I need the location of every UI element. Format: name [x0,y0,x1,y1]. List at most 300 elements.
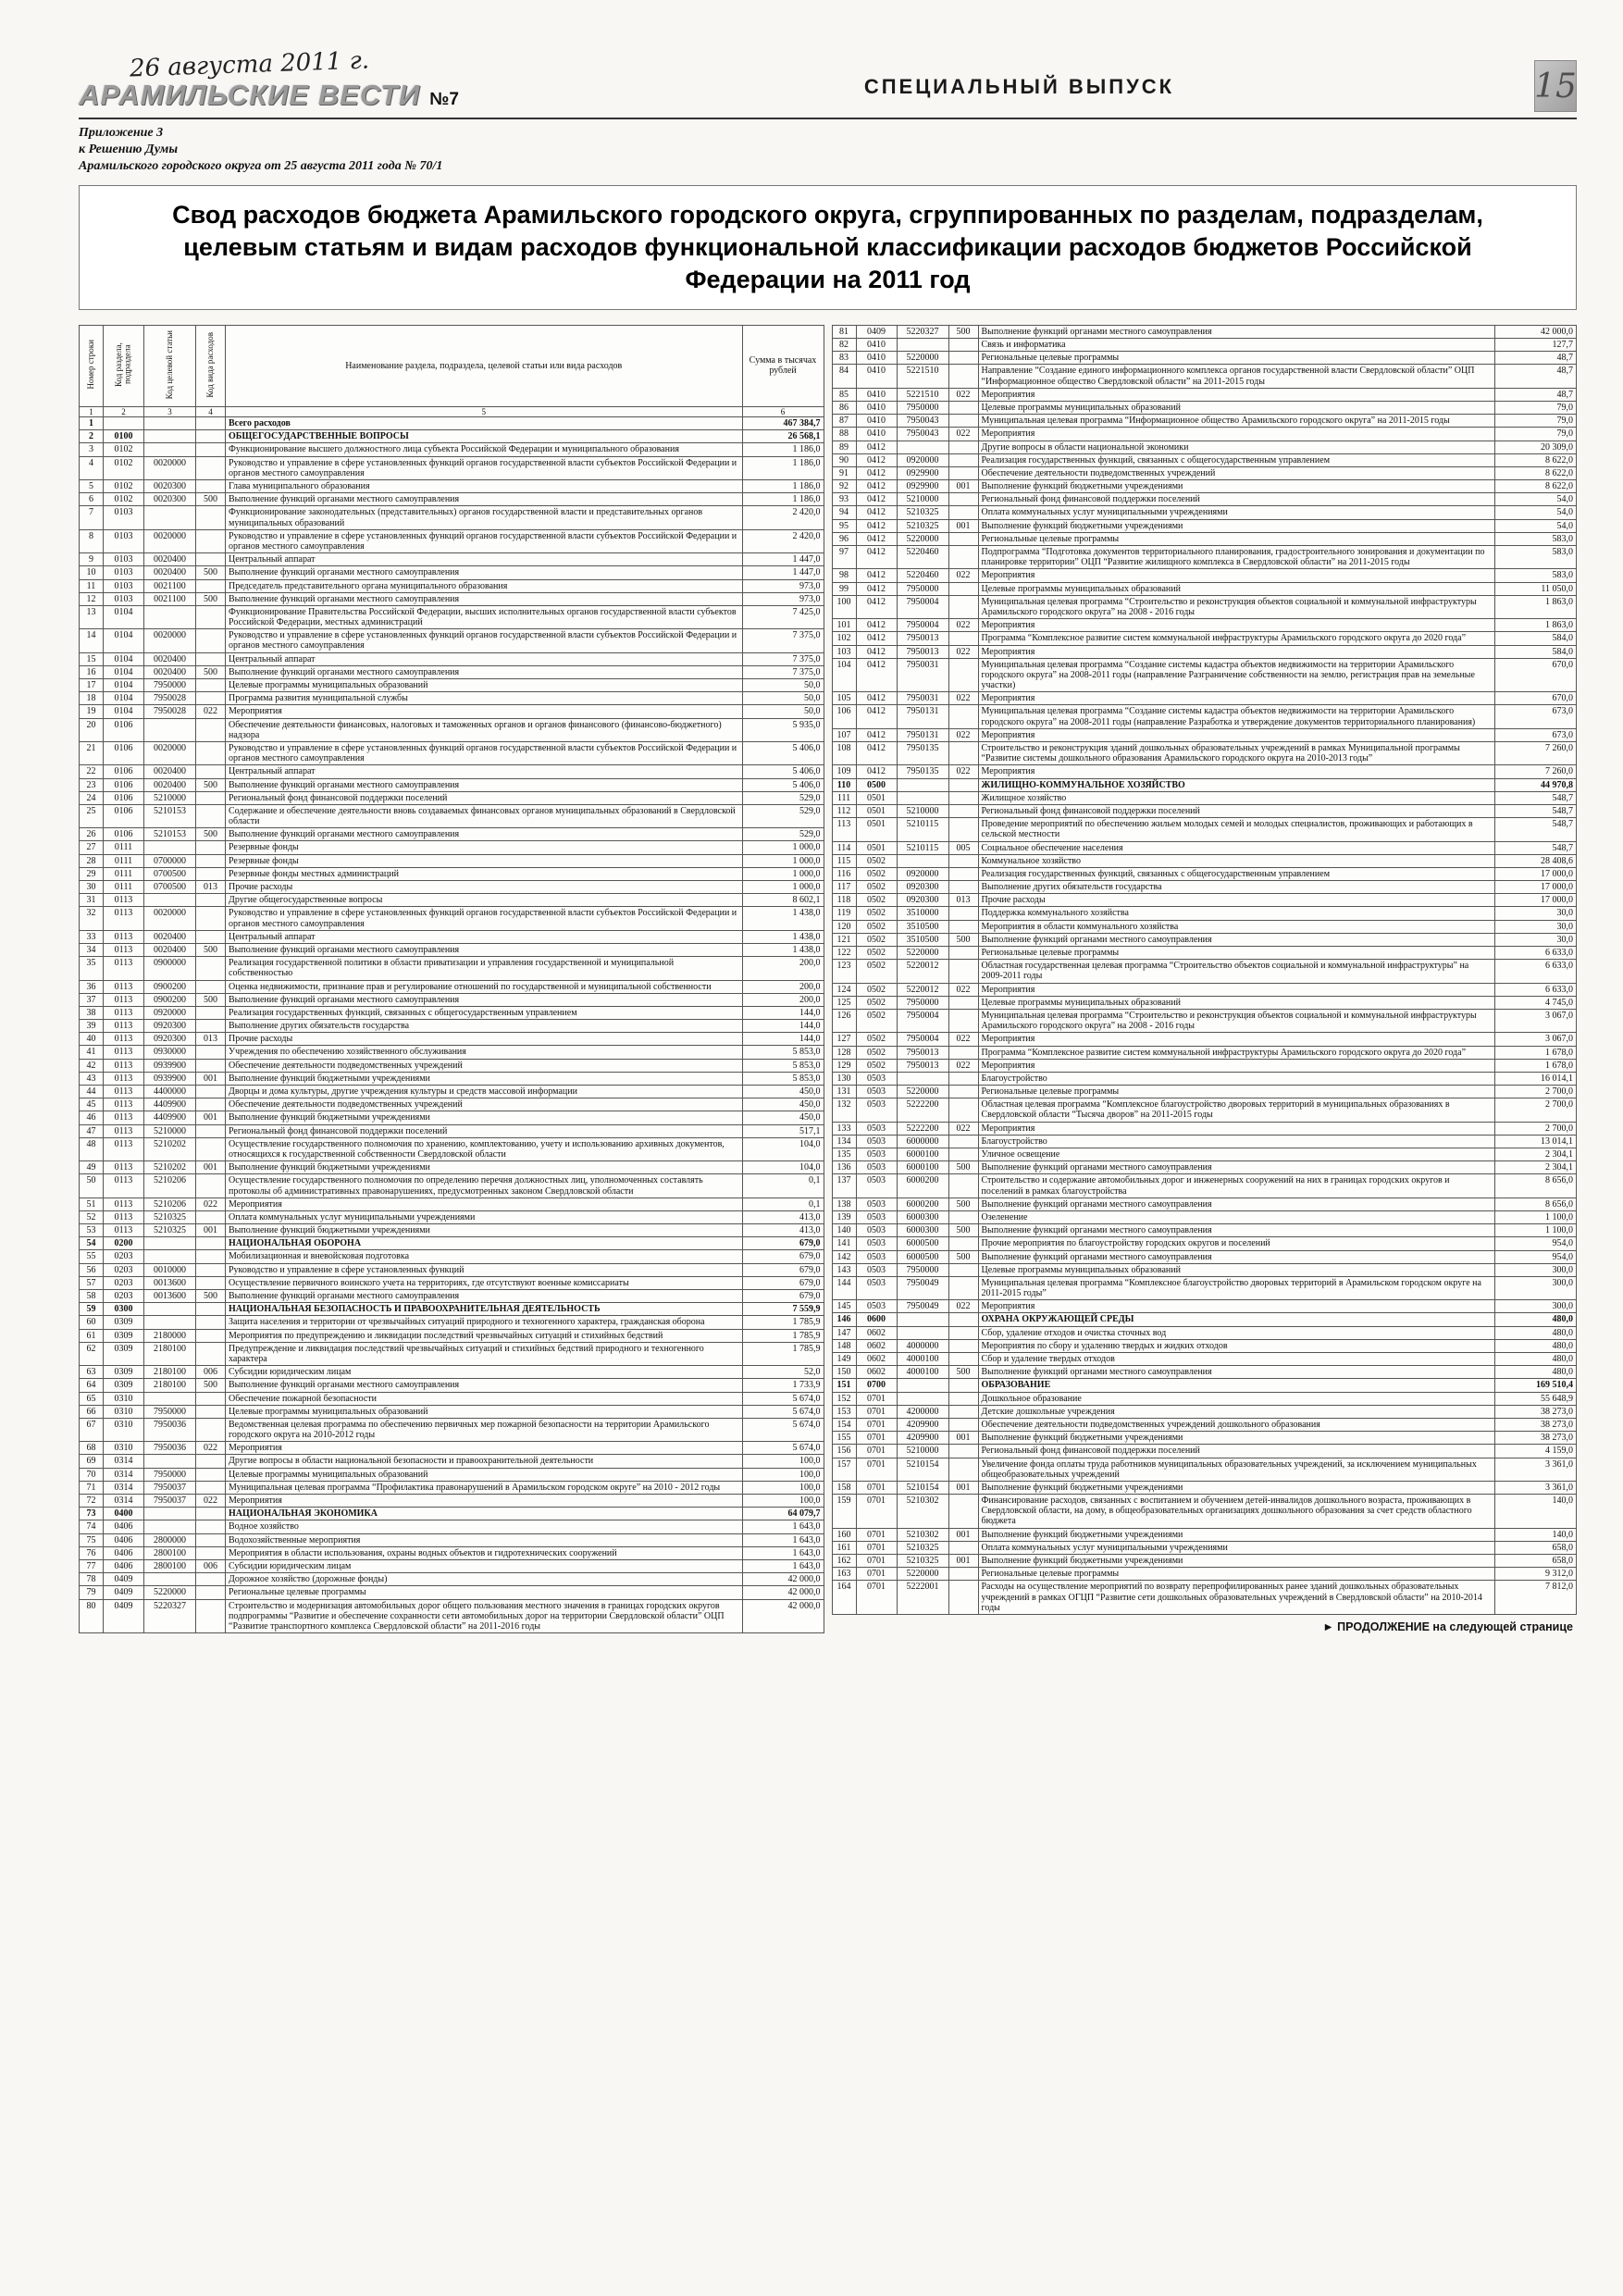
expense-type-code: 001 [948,1555,978,1568]
expense-type-code [948,1445,978,1458]
target-article-code: 5210325 [897,1555,948,1568]
table-row [80,894,824,907]
expense-type-code [196,1137,226,1160]
expense-name: Выполнение функций органами местного самоуправления [978,933,1495,946]
expense-name: Расходы на осуществление мероприятий по возврату перепрофилированных ранее зданий дошкольных образовательных учреждений в рамках ОГЦП “Развитие сети дошкольных образовательных учреждений в Свердловской области” на 2010-2014 годы [978,1581,1495,1615]
target-article-code [897,1313,948,1326]
amount: 50,0 [742,679,824,692]
expense-type-code [196,1468,226,1481]
table-row [80,943,824,956]
expense-type-code: 022 [948,1033,978,1046]
target-article-code: 5210000 [897,804,948,817]
table-row [832,1059,1577,1072]
amount: 100,0 [742,1455,824,1468]
target-article-code: 6000500 [897,1237,948,1250]
section-code: 0113 [104,1059,144,1072]
amount: 38 273,0 [1495,1405,1577,1418]
expense-type-code [948,1135,978,1148]
table-row [832,645,1577,658]
expense-name: Выполнение функций бюджетными учреждениями [978,1528,1495,1541]
target-article-code [144,1508,196,1520]
amount: 670,0 [1495,658,1577,692]
newspaper-header [79,46,1577,119]
table-row [80,1224,824,1237]
expense-name: Мероприятия [978,983,1495,996]
amount: 670,0 [1495,692,1577,705]
row-number: 76 [80,1546,104,1559]
target-article-code: 0929900 [897,466,948,479]
expense-name: Субсидии юридическим лицам [226,1559,743,1572]
expense-type-code [196,529,226,552]
expense-type-code [196,1276,226,1289]
section-code: 0503 [856,1086,897,1098]
target-article-code: 5220012 [897,960,948,983]
table-row [832,804,1577,817]
target-article-code: 0020000 [144,456,196,479]
section-code: 0502 [856,920,897,933]
document-title: Свод расходов бюджета Арамильского городского округа, сгруппированных по разделам, подразделам, целевым статьям и видам расходов функциональной классификации расходов бюджетов Российской Федерации на 2011 год [172,200,1483,293]
expense-name: Руководство и управление в сфере установленных функций органов государственной власти субъектов Российской Федерации и органов местного самоуправления [226,741,743,764]
expense-type-code: 022 [948,1122,978,1135]
expense-type-code [196,841,226,854]
table-row [80,841,824,854]
table-row [832,453,1577,466]
amount: 480,0 [1495,1339,1577,1352]
section-code: 0203 [104,1263,144,1276]
target-article-code: 7950043 [897,428,948,441]
section-code: 0502 [856,1009,897,1032]
amount: 3 361,0 [1495,1481,1577,1494]
table-row [832,894,1577,907]
amount: 42 000,0 [742,1599,824,1633]
expense-type-code: 022 [948,569,978,582]
expense-name: Региональный фонд финансовой поддержки поселений [978,493,1495,506]
expense-name: Учреждения по обеспечению хозяйственного обслуживания [226,1046,743,1059]
expense-type-code [948,1046,978,1059]
target-article-code: 0020400 [144,553,196,566]
amount: 2 700,0 [1495,1086,1577,1098]
section-code: 0412 [856,582,897,595]
section-code: 0701 [856,1405,897,1418]
amount: 9 312,0 [1495,1568,1577,1581]
target-article-code: 5221510 [897,388,948,401]
section-code: 0106 [104,718,144,741]
section-code: 0310 [104,1405,144,1418]
row-number: 105 [832,692,856,705]
target-article-code: 0920300 [897,881,948,894]
table-row [80,1520,824,1533]
expense-name: Выполнение функций органами местного самоуправления [226,566,743,579]
target-article-code: 7950000 [897,996,948,1009]
expense-name: Руководство и управление в сфере установленных функций органов государственной власти субъектов Российской Федерации и органов местного самоуправления [226,456,743,479]
row-number: 9 [80,553,104,566]
section-code: 0200 [104,1237,144,1250]
expense-type-code [196,1237,226,1250]
amount: 1 678,0 [1495,1059,1577,1072]
target-article-code: 0020300 [144,493,196,506]
section-code: 0503 [856,1276,897,1299]
target-article-code [144,894,196,907]
row-number: 38 [80,1006,104,1019]
row-number: 5 [80,480,104,493]
expense-type-code [948,947,978,960]
expense-name: Региональный фонд финансовой поддержки поселений [978,804,1495,817]
section-code: 0113 [104,980,144,993]
target-article-code: 4000000 [897,1339,948,1352]
table-row [832,907,1577,920]
expense-name: Целевые программы муниципальных образований [226,1405,743,1418]
section-code: 0412 [856,519,897,532]
expense-name: Региональные целевые программы [978,532,1495,545]
expense-name: ЖИЛИЩНО-КОММУНАЛЬНОЕ ХОЗЯЙСТВО [978,778,1495,791]
header-target-article-code: Код целевой статьи [144,325,196,406]
table-row [832,415,1577,428]
expense-name: Выполнение функций органами местного самоуправления [226,1290,743,1303]
amount: 480,0 [1495,1366,1577,1379]
table-row [832,920,1577,933]
table-row [832,818,1577,841]
target-article-code: 0020400 [144,930,196,943]
expense-name: Мероприятия [978,765,1495,778]
row-number: 156 [832,1445,856,1458]
table-row [80,765,824,778]
expense-name: Оплата коммунальных услуг муниципальными учреждениями [978,506,1495,519]
row-number: 55 [80,1250,104,1263]
table-row [80,1020,824,1033]
section-code: 0103 [104,566,144,579]
expense-type-code: 006 [196,1366,226,1379]
target-article-code: 5210206 [144,1198,196,1210]
table-row [80,480,824,493]
row-number: 65 [80,1392,104,1405]
section-code: 0104 [104,629,144,652]
row-number: 15 [80,652,104,665]
expense-type-code [948,1313,978,1326]
amount: 17 000,0 [1495,881,1577,894]
table-row [80,741,824,764]
expense-type-code [196,1329,226,1342]
issue-number: №7 [429,90,459,109]
target-article-code: 0020000 [144,907,196,930]
expense-type-code: 500 [196,566,226,579]
appendix-line-3: Арамильского городского округа от 25 августа 2011 года № 70/1 [79,159,443,174]
table-row [832,1174,1577,1198]
target-article-code: 7950004 [897,619,948,632]
expense-type-code [948,1495,978,1529]
row-number: 109 [832,765,856,778]
row-number: 73 [80,1508,104,1520]
amount: 48,7 [1495,388,1577,401]
target-article-code: 4000100 [897,1353,948,1366]
amount: 954,0 [1495,1237,1577,1250]
target-article-code: 2180100 [144,1379,196,1392]
amount: 50,0 [742,705,824,718]
table-row [832,569,1577,582]
target-article-code [144,443,196,456]
row-number: 29 [80,867,104,880]
expense-type-code: 001 [948,1432,978,1445]
table-row [832,1405,1577,1418]
expense-type-code [196,456,226,479]
row-number: 138 [832,1198,856,1210]
row-number: 127 [832,1033,856,1046]
expense-name: Другие вопросы в области национальной безопасности и правоохранительной деятельности [226,1455,743,1468]
amount: 679,0 [742,1290,824,1303]
expense-type-code [948,1210,978,1223]
section-code: 0314 [104,1455,144,1468]
row-number: 151 [832,1379,856,1392]
row-number: 149 [832,1353,856,1366]
section-code: 0503 [856,1161,897,1174]
amount: 104,0 [742,1137,824,1160]
left-column [79,325,824,1633]
table-row [80,665,824,678]
expense-name: Увеличение фонда оплаты труда работников муниципальных образовательных учреждений, за исключением муниципальных общеобразовательных учреждений [978,1458,1495,1481]
row-number: 46 [80,1111,104,1124]
target-article-code: 0920300 [144,1020,196,1033]
row-number: 70 [80,1468,104,1481]
expense-name: Водное хозяйство [226,1520,743,1533]
row-number: 51 [80,1198,104,1210]
section-code: 0503 [856,1198,897,1210]
target-article-code [897,1392,948,1405]
row-number: 79 [80,1586,104,1599]
section-code: 0113 [104,1224,144,1237]
expense-name: Выполнение функций органами местного самоуправления [226,592,743,605]
expense-type-code: 022 [196,705,226,718]
table-row [80,566,824,579]
amount: 480,0 [1495,1326,1577,1339]
row-number: 155 [832,1432,856,1445]
table-row [832,546,1577,569]
expense-name: Выполнение функций бюджетными учреждениями [226,1072,743,1085]
expense-name: Мероприятия [226,1198,743,1210]
masthead-block [79,46,504,112]
amount: 6 633,0 [1495,960,1577,983]
section-code: 0503 [856,1098,897,1122]
expense-name: Реализация государственных функций, связанных с общегосударственным управлением [226,1006,743,1019]
expense-name: Программа “Комплексное развитие систем коммунальной инфраструктуры Арамильского городского округа до 2020 года” [978,1046,1495,1059]
amount: 79,0 [1495,415,1577,428]
expense-type-code [948,582,978,595]
row-number: 59 [80,1303,104,1316]
expense-name: Оплата коммунальных услуг муниципальными учреждениями [978,1541,1495,1554]
table-row [80,980,824,993]
expense-type-code: 022 [196,1442,226,1455]
section-code: 0412 [856,480,897,493]
section-code: 0103 [104,529,144,552]
expense-type-code [196,854,226,867]
amount: 100,0 [742,1481,824,1494]
expense-name: Региональные целевые программы [226,1586,743,1599]
target-article-code: 5210000 [897,493,948,506]
table-row [832,705,1577,728]
section-code: 0602 [856,1326,897,1339]
amount: 450,0 [742,1111,824,1124]
row-number: 12 [80,592,104,605]
section-code: 0103 [104,506,144,529]
expense-name: Резервные фонды местных администраций [226,867,743,880]
table-row [832,854,1577,867]
expense-name: Руководство и управление в сфере установленных функций органов государственной власти субъектов Российской Федерации и органов местного самоуправления [226,629,743,652]
table-row [80,1455,824,1468]
expense-type-code [948,466,978,479]
table-row [80,881,824,894]
section-code: 0410 [856,415,897,428]
row-number: 104 [832,658,856,692]
appendix-reference [79,125,1577,176]
expense-name: Благоустройство [978,1072,1495,1085]
section-code: 0104 [104,705,144,718]
amount: 1 785,9 [742,1342,824,1365]
row-number: 117 [832,881,856,894]
expense-name: Осуществление государственного полномочия по определению перечня должностных лиц, уполномоченных составлять протоколы об административных правонарушениях, предусмотренных законом Свердловской области [226,1174,743,1198]
expense-type-code [196,605,226,628]
expense-type-code [196,1020,226,1033]
section-code: 0111 [104,841,144,854]
row-number: 4 [80,456,104,479]
target-article-code [144,718,196,741]
expense-type-code: 001 [948,480,978,493]
table-row [832,401,1577,414]
row-number: 164 [832,1581,856,1615]
target-article-code: 0929900 [897,480,948,493]
expense-type-code: 500 [196,943,226,956]
expense-type-code [948,920,978,933]
expense-name: Функционирование законодательных (представительных) органов государственной власти и представительных органов муниципальных образований [226,506,743,529]
table-row [80,592,824,605]
page-number-box [1534,60,1577,112]
table-row [832,388,1577,401]
expense-name: НАЦИОНАЛЬНАЯ ЭКОНОМИКА [226,1508,743,1520]
expense-type-code [948,791,978,804]
table-row [80,1508,824,1520]
continuation-notice: ► ПРОДОЛЖЕНИЕ на следующей странице [1322,1620,1573,1633]
table-row [832,428,1577,441]
row-number: 152 [832,1392,856,1405]
row-number: 18 [80,692,104,705]
section-code: 0100 [104,430,144,443]
row-number: 92 [832,480,856,493]
expense-name: Дошкольное образование [978,1392,1495,1405]
target-article-code: 7950000 [897,401,948,414]
expense-type-code [196,1455,226,1468]
amount: 1 186,0 [742,443,824,456]
section-code: 0400 [104,1508,144,1520]
expense-name: Сбор, удаление отходов и очистка сточных вод [978,1326,1495,1339]
row-number: 147 [832,1326,856,1339]
header-row-number: Номер строки [80,325,104,406]
expense-name: Прочие расходы [978,894,1495,907]
amount: 1 447,0 [742,553,824,566]
target-article-code: 5220012 [897,983,948,996]
row-number: 78 [80,1573,104,1586]
amount: 658,0 [1495,1555,1577,1568]
table-row [80,652,824,665]
expense-name: Центральный аппарат [226,553,743,566]
row-number: 115 [832,854,856,867]
table-row [80,1046,824,1059]
expense-type-code [948,867,978,880]
target-article-code: 0020400 [144,778,196,791]
target-article-code: 5210325 [897,1541,948,1554]
index-cell: 5 [226,407,743,417]
target-article-code: 0900200 [144,980,196,993]
amount: 6 633,0 [1495,947,1577,960]
row-number: 52 [80,1210,104,1223]
section-code: 0104 [104,665,144,678]
expense-type-code [196,1210,226,1223]
amount: 127,7 [1495,339,1577,352]
expense-type-code: 013 [196,1033,226,1046]
table-row [832,1568,1577,1581]
table-row [80,1559,824,1572]
expense-type-code [196,480,226,493]
target-article-code: 7950049 [897,1300,948,1313]
target-article-code: 0010000 [144,1263,196,1276]
target-article-code [897,854,948,867]
expense-name: Мероприятия [978,1122,1495,1135]
row-number: 101 [832,619,856,632]
section-code: 0503 [856,1072,897,1085]
target-article-code: 5210325 [144,1210,196,1223]
expense-name: Коммунальное хозяйство [978,854,1495,867]
row-number: 42 [80,1059,104,1072]
expense-name: Прочие расходы [226,1033,743,1046]
expense-name: Резервные фонды [226,854,743,867]
target-article-code [144,1392,196,1405]
amount: 480,0 [1495,1313,1577,1326]
section-code: 0412 [856,569,897,582]
table-row [832,532,1577,545]
target-article-code: 5221510 [897,365,948,388]
amount: 7 260,0 [1495,765,1577,778]
amount: 8 622,0 [1495,466,1577,479]
amount: 1 785,9 [742,1329,824,1342]
target-article-code: 0020000 [144,741,196,764]
section-code: 0502 [856,1033,897,1046]
expense-type-code [196,1098,226,1111]
section-code: 0102 [104,443,144,456]
target-article-code [897,1379,948,1392]
table-row [832,1528,1577,1541]
expense-name: Выполнение функций бюджетными учреждениями [978,1481,1495,1494]
amount: 144,0 [742,1033,824,1046]
expense-type-code: 001 [196,1111,226,1124]
section-code: 0406 [104,1546,144,1559]
row-number: 106 [832,705,856,728]
expense-type-code [948,1326,978,1339]
section-code: 0502 [856,854,897,867]
table-row [80,854,824,867]
row-number: 129 [832,1059,856,1072]
section-code: 0503 [856,1224,897,1237]
target-article-code: 2800100 [144,1546,196,1559]
target-article-code: 7950000 [897,582,948,595]
target-article-code: 7950000 [144,1468,196,1481]
target-article-code: 5210115 [897,818,948,841]
table-row [832,867,1577,880]
expense-type-code: 006 [196,1559,226,1572]
section-code: 0503 [856,1263,897,1276]
expense-name: Муниципальная целевая программа “Профилактика правонарушений в Арамильском городском округе” на 2010 - 2012 годы [226,1481,743,1494]
target-article-code: 6000200 [897,1174,948,1198]
expense-type-code [196,1508,226,1520]
expense-type-code: 500 [196,592,226,605]
amount: 3 067,0 [1495,1009,1577,1032]
target-article-code: 6000100 [897,1148,948,1161]
expense-type-code [196,1586,226,1599]
